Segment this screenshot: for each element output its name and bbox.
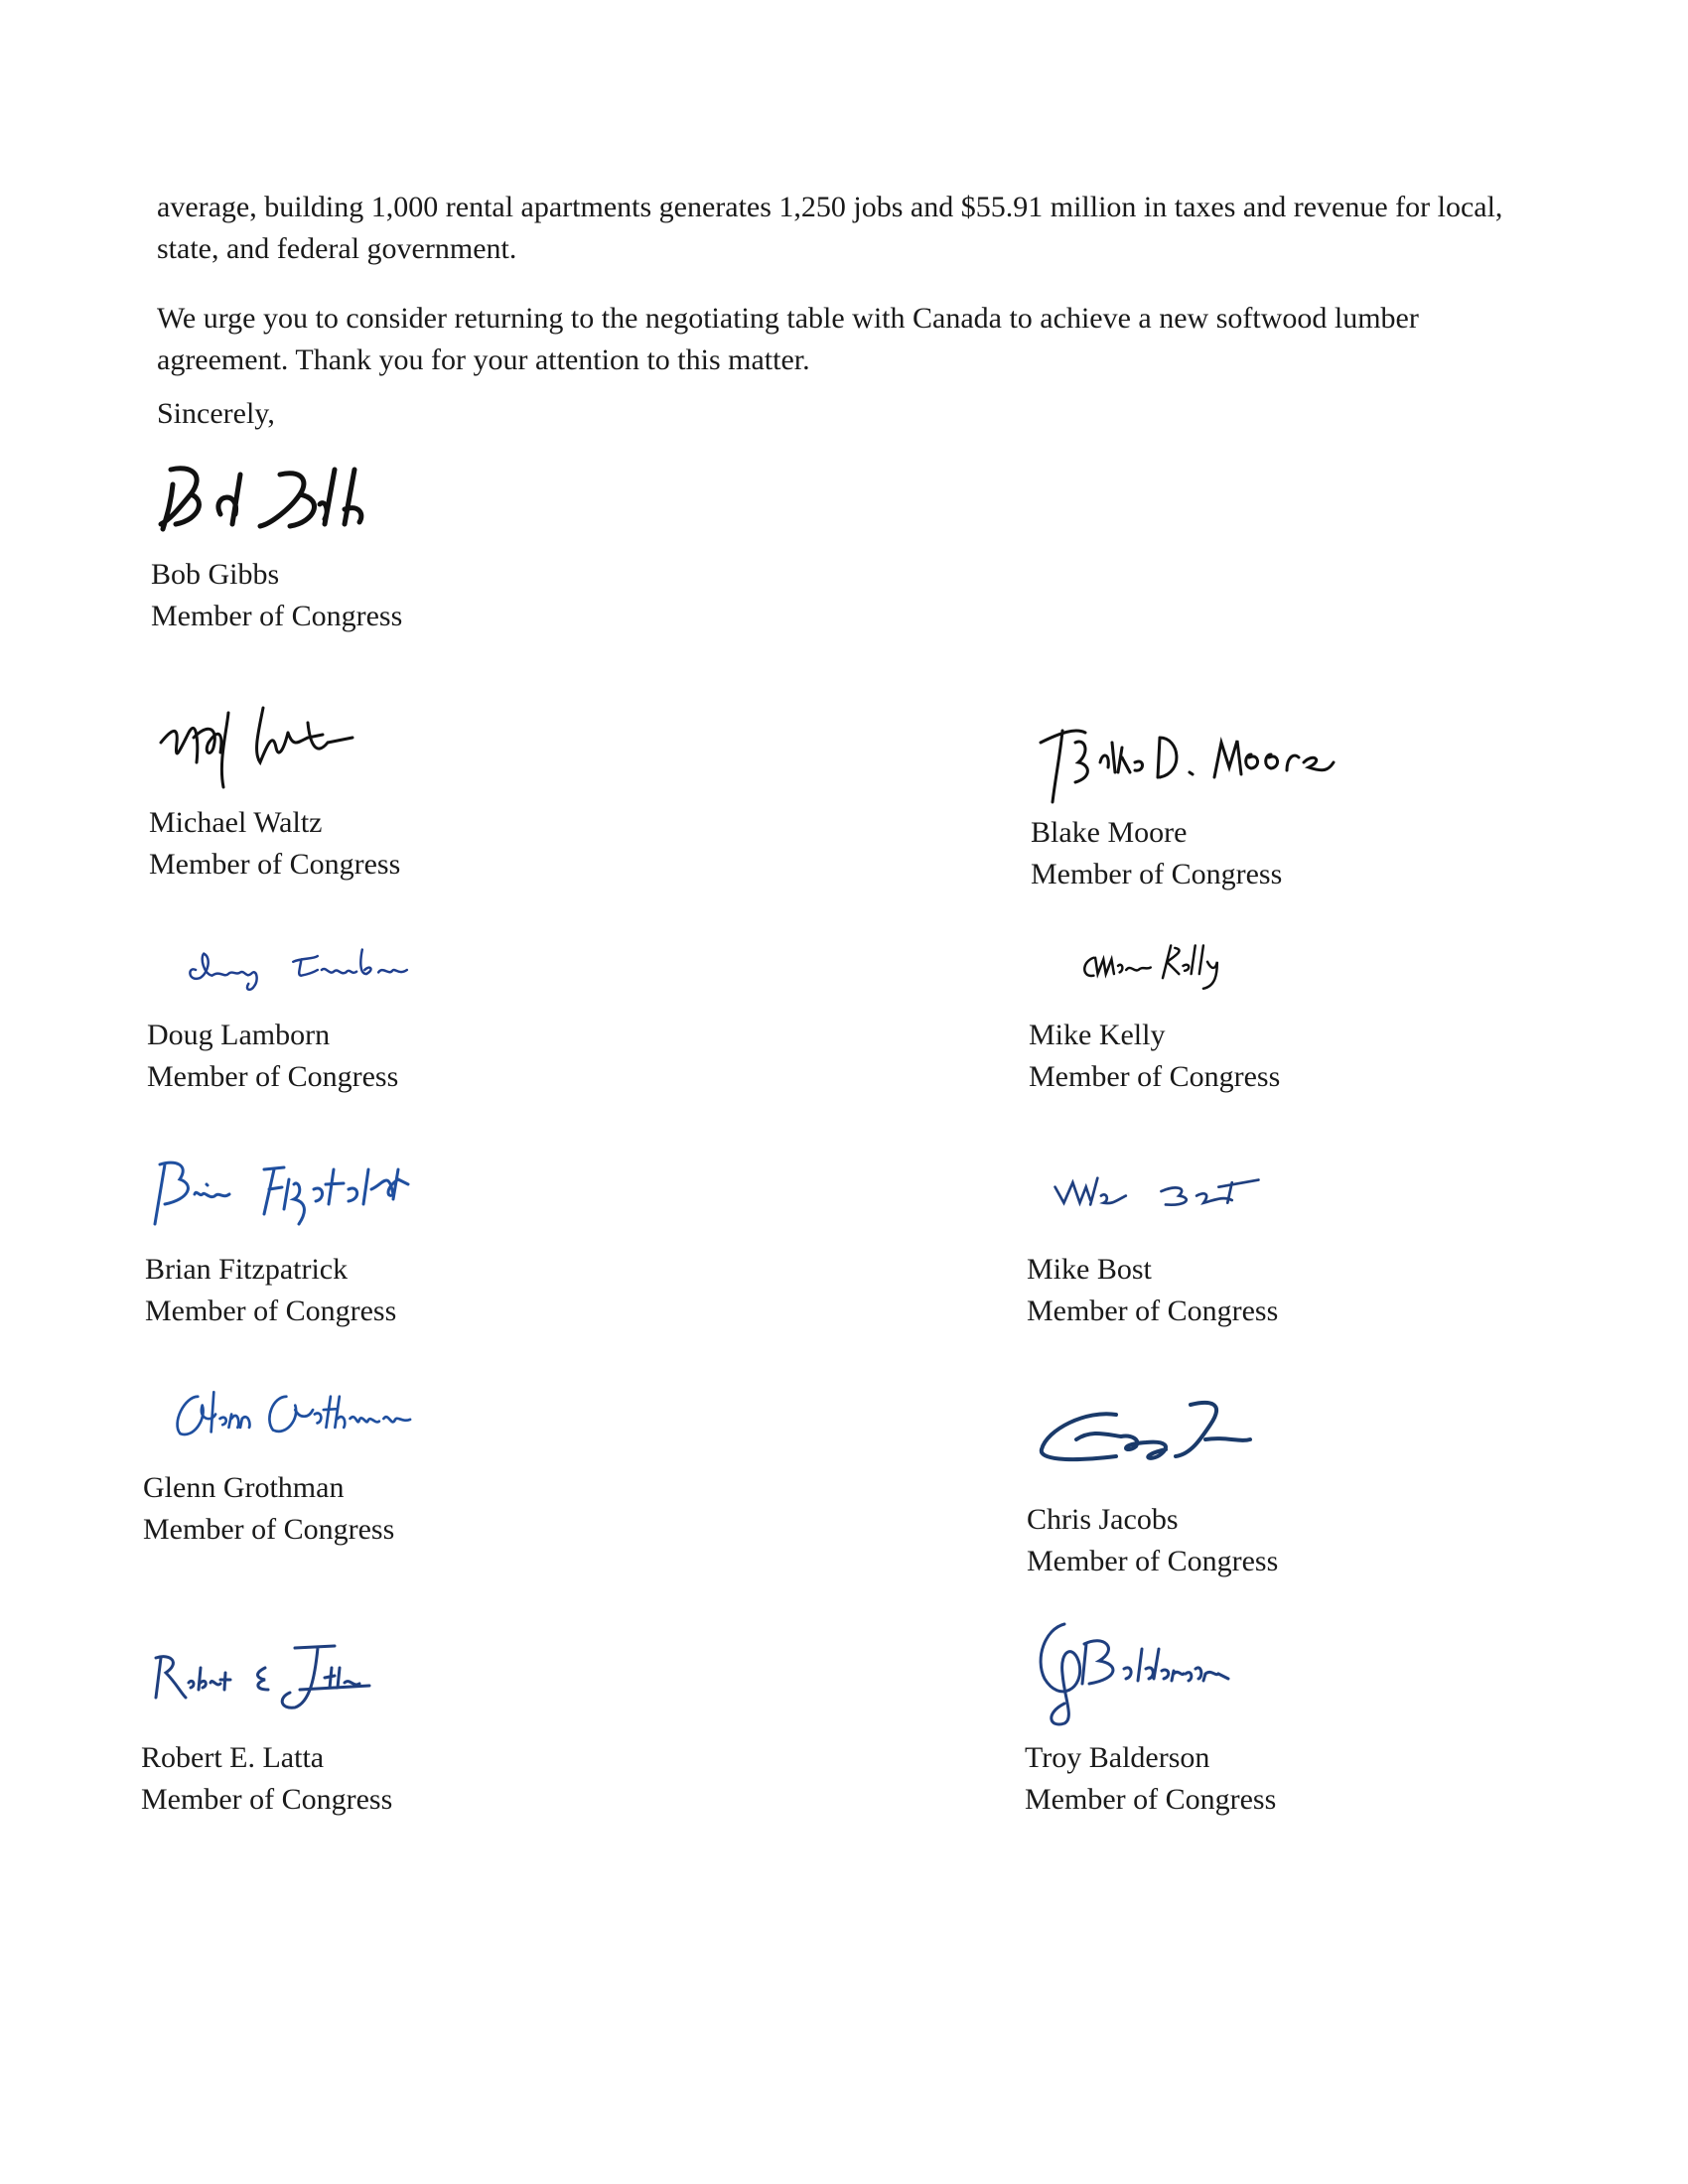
signatory-title: Member of Congress (151, 600, 403, 632)
letter-paragraph-2: We urge you to consider returning to the negotiating table with Canada to achieve a new softwood lumber agreement. Thank you for your attention to this matter. (157, 302, 1419, 376)
signatory-title: Member of Congress (1025, 1783, 1277, 1816)
signatory-name: Mike Bost (1027, 1253, 1152, 1286)
handwritten-signature (1029, 925, 1386, 1015)
signatory-name: Chris Jacobs (1027, 1503, 1179, 1536)
signatory-title: Member of Congress (1027, 1295, 1279, 1327)
signatory-title: Member of Congress (1029, 1060, 1281, 1093)
signature-block (149, 693, 705, 886)
signature-block (145, 1140, 701, 1332)
handwritten-signature (1025, 1610, 1382, 1737)
signatory-title: Member of Congress (145, 1295, 397, 1327)
signature-block (1029, 925, 1585, 1098)
handwritten-signature (147, 925, 504, 1015)
handwritten-signature (151, 445, 508, 554)
signatory-title: Member of Congress (1031, 858, 1283, 890)
signatory-name: Michael Waltz (149, 806, 323, 839)
handwritten-signature (1031, 703, 1388, 812)
signatory-title: Member of Congress (147, 1060, 399, 1093)
letter-closing: Sincerely, (157, 397, 275, 430)
handwritten-signature (1027, 1152, 1384, 1249)
signature-block (1027, 1380, 1583, 1582)
handwritten-signature (141, 1628, 498, 1737)
signatory-title: Member of Congress (149, 848, 401, 881)
signature-block (1031, 703, 1587, 895)
handwritten-signature (143, 1370, 500, 1467)
signature-block (151, 445, 707, 637)
signatory-name: Brian Fitzpatrick (145, 1253, 349, 1286)
signature-block (143, 1370, 699, 1551)
letter-paragraph-1: average, building 1,000 rental apartments generates 1,250 jobs and $55.91 million in taxes and revenue for local, state, and federal government. (157, 191, 1503, 265)
signature-block (141, 1628, 697, 1821)
signatory-name: Bob Gibbs (151, 558, 280, 591)
signatory-title: Member of Congress (141, 1783, 393, 1816)
signatory-name: Glenn Grothman (143, 1471, 345, 1504)
signatory-name: Robert E. Latta (141, 1741, 325, 1774)
signatory-title: Member of Congress (1027, 1545, 1279, 1577)
signatory-name: Doug Lamborn (147, 1019, 331, 1051)
signatory-title: Member of Congress (143, 1513, 395, 1546)
signatory-name: Mike Kelly (1029, 1019, 1166, 1051)
signature-block (1027, 1152, 1583, 1332)
handwritten-signature (1027, 1380, 1384, 1499)
signatory-name: Blake Moore (1031, 816, 1188, 849)
signature-block (1025, 1610, 1581, 1821)
handwritten-signature (149, 693, 506, 802)
signatory-name: Troy Balderson (1025, 1741, 1210, 1774)
signature-block (147, 925, 703, 1098)
handwritten-signature (145, 1140, 502, 1249)
